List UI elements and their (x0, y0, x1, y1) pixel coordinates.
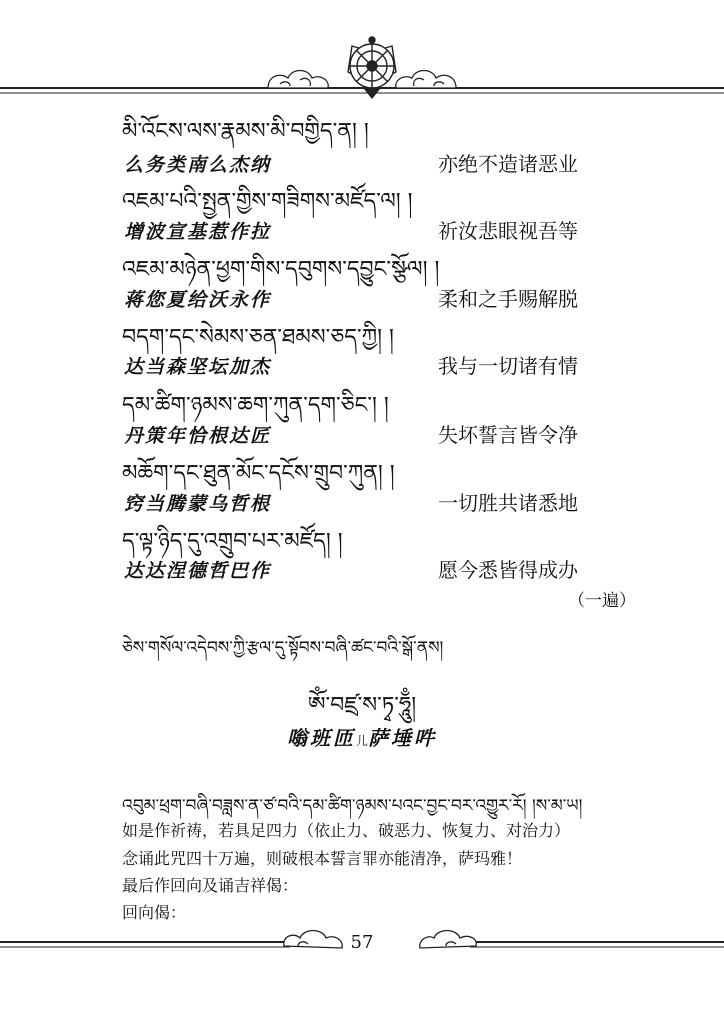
cloud-right-icon (396, 71, 456, 89)
verse-tibetan-4: བདག་དང་སེམས་ཅན་ཐམས་ཅད་ཀྱི། ། (122, 325, 394, 350)
body-chinese-4: 回向偈： (122, 903, 187, 922)
verse-tibetan-3: འཇམ་མཉེན་ཕྱག་གིས་དབུགས་དབྱུང་སྩོལ། ། (122, 257, 440, 282)
header-ornament (0, 32, 724, 102)
mantra-tibetan: ཨོཾ་བཛྲ་ས་ཏྭ་ཧཱུྃ། (307, 693, 417, 718)
mantra-phonetic-end: 萨埵吽 (368, 726, 437, 750)
verse-chinese-3: 柔和之手赐解脱 (438, 287, 578, 311)
verse-chinese-4: 我与一切诸有情 (438, 354, 578, 378)
verse-chinese-5: 失坏誓言皆令净 (438, 423, 578, 447)
mantra-phonetic (0, 722, 724, 751)
verse-tibetan-7: ད་ལྟ་ཉིད་དུ་འགྲུབ་པར་མཛོད། ། (122, 529, 343, 554)
cloud-left-icon (268, 71, 328, 89)
instruction-tibetan: ཅེས་གསོལ་འདེབས་ཀྱི་རྩལ་དུ་སྟོབས་བཞི་ཚང་བའི་སྒོ་ནས། (122, 638, 444, 658)
body-chinese-3: 最后作回向及诵吉祥偈： (122, 876, 299, 895)
verse-phonetic-4: 达当森坚坛加杰 (124, 356, 272, 378)
verse-phonetic-6: 窍当腾蒙乌哲根 (124, 493, 272, 515)
verse-tibetan-5: དམ་ཚིག་ཉམས་ཆག་ཀུན་དག་ཅིང་། ། (122, 393, 389, 418)
body-chinese-2: 念诵此咒四十万遍，则破根本誓言罪亦能清净，萨玛雅！ (122, 849, 523, 868)
body-tibetan: འབུམ་ཕྲག་བཞི་བཟླས་ན་ཙ་བའི་དམ་ཚིག་ཉམས་པའང་བྱང་བར་འགྱུར་རོ། །ས་མ་ཡ། (122, 796, 583, 816)
verse-tibetan-6: མཆོག་དང་ཐུན་མོང་དངོས་གྲུབ་ཀུན། ། (122, 461, 395, 486)
verse-chinese-7: 愿今悉皆得成办 (438, 558, 578, 582)
verse-phonetic-5: 丹策年恰根达匠 (124, 425, 272, 447)
verse-chinese-6: 一切胜共诸悉地 (438, 491, 578, 515)
verse-phonetic-7: 达达涅德哲巴作 (124, 560, 272, 582)
verse-phonetic-1: 么务类南么杰纳 (124, 154, 272, 176)
verse-phonetic-2: 增波宣基惹作拉 (124, 221, 272, 243)
repeat-note: （一遍） (568, 591, 636, 611)
body-chinese-1: 如是作祈祷，若具足四力（依止力、破恶力、恢复力、对治力） (122, 821, 571, 840)
verse-tibetan-1: མི་འོངས་ལས་རྣམས་མི་བགྱིད་ན། ། (122, 119, 369, 144)
mantra-phonetic-small: 儿 (355, 734, 368, 748)
verse-tibetan-2: འཇམ་པའི་སྤྱན་གྱིས་གཟིགས་མཛོད་ལ། ། (122, 189, 413, 214)
mantra-phonetic-start: 嗡班匝 (286, 726, 356, 750)
verse-phonetic-3: 蒋您夏给沃永作 (124, 289, 272, 311)
page-number: 57 (350, 932, 374, 953)
verse-chinese-1: 亦绝不造诸恶业 (438, 152, 578, 176)
verse-chinese-2: 祈汝悲眼视吾等 (438, 219, 578, 243)
